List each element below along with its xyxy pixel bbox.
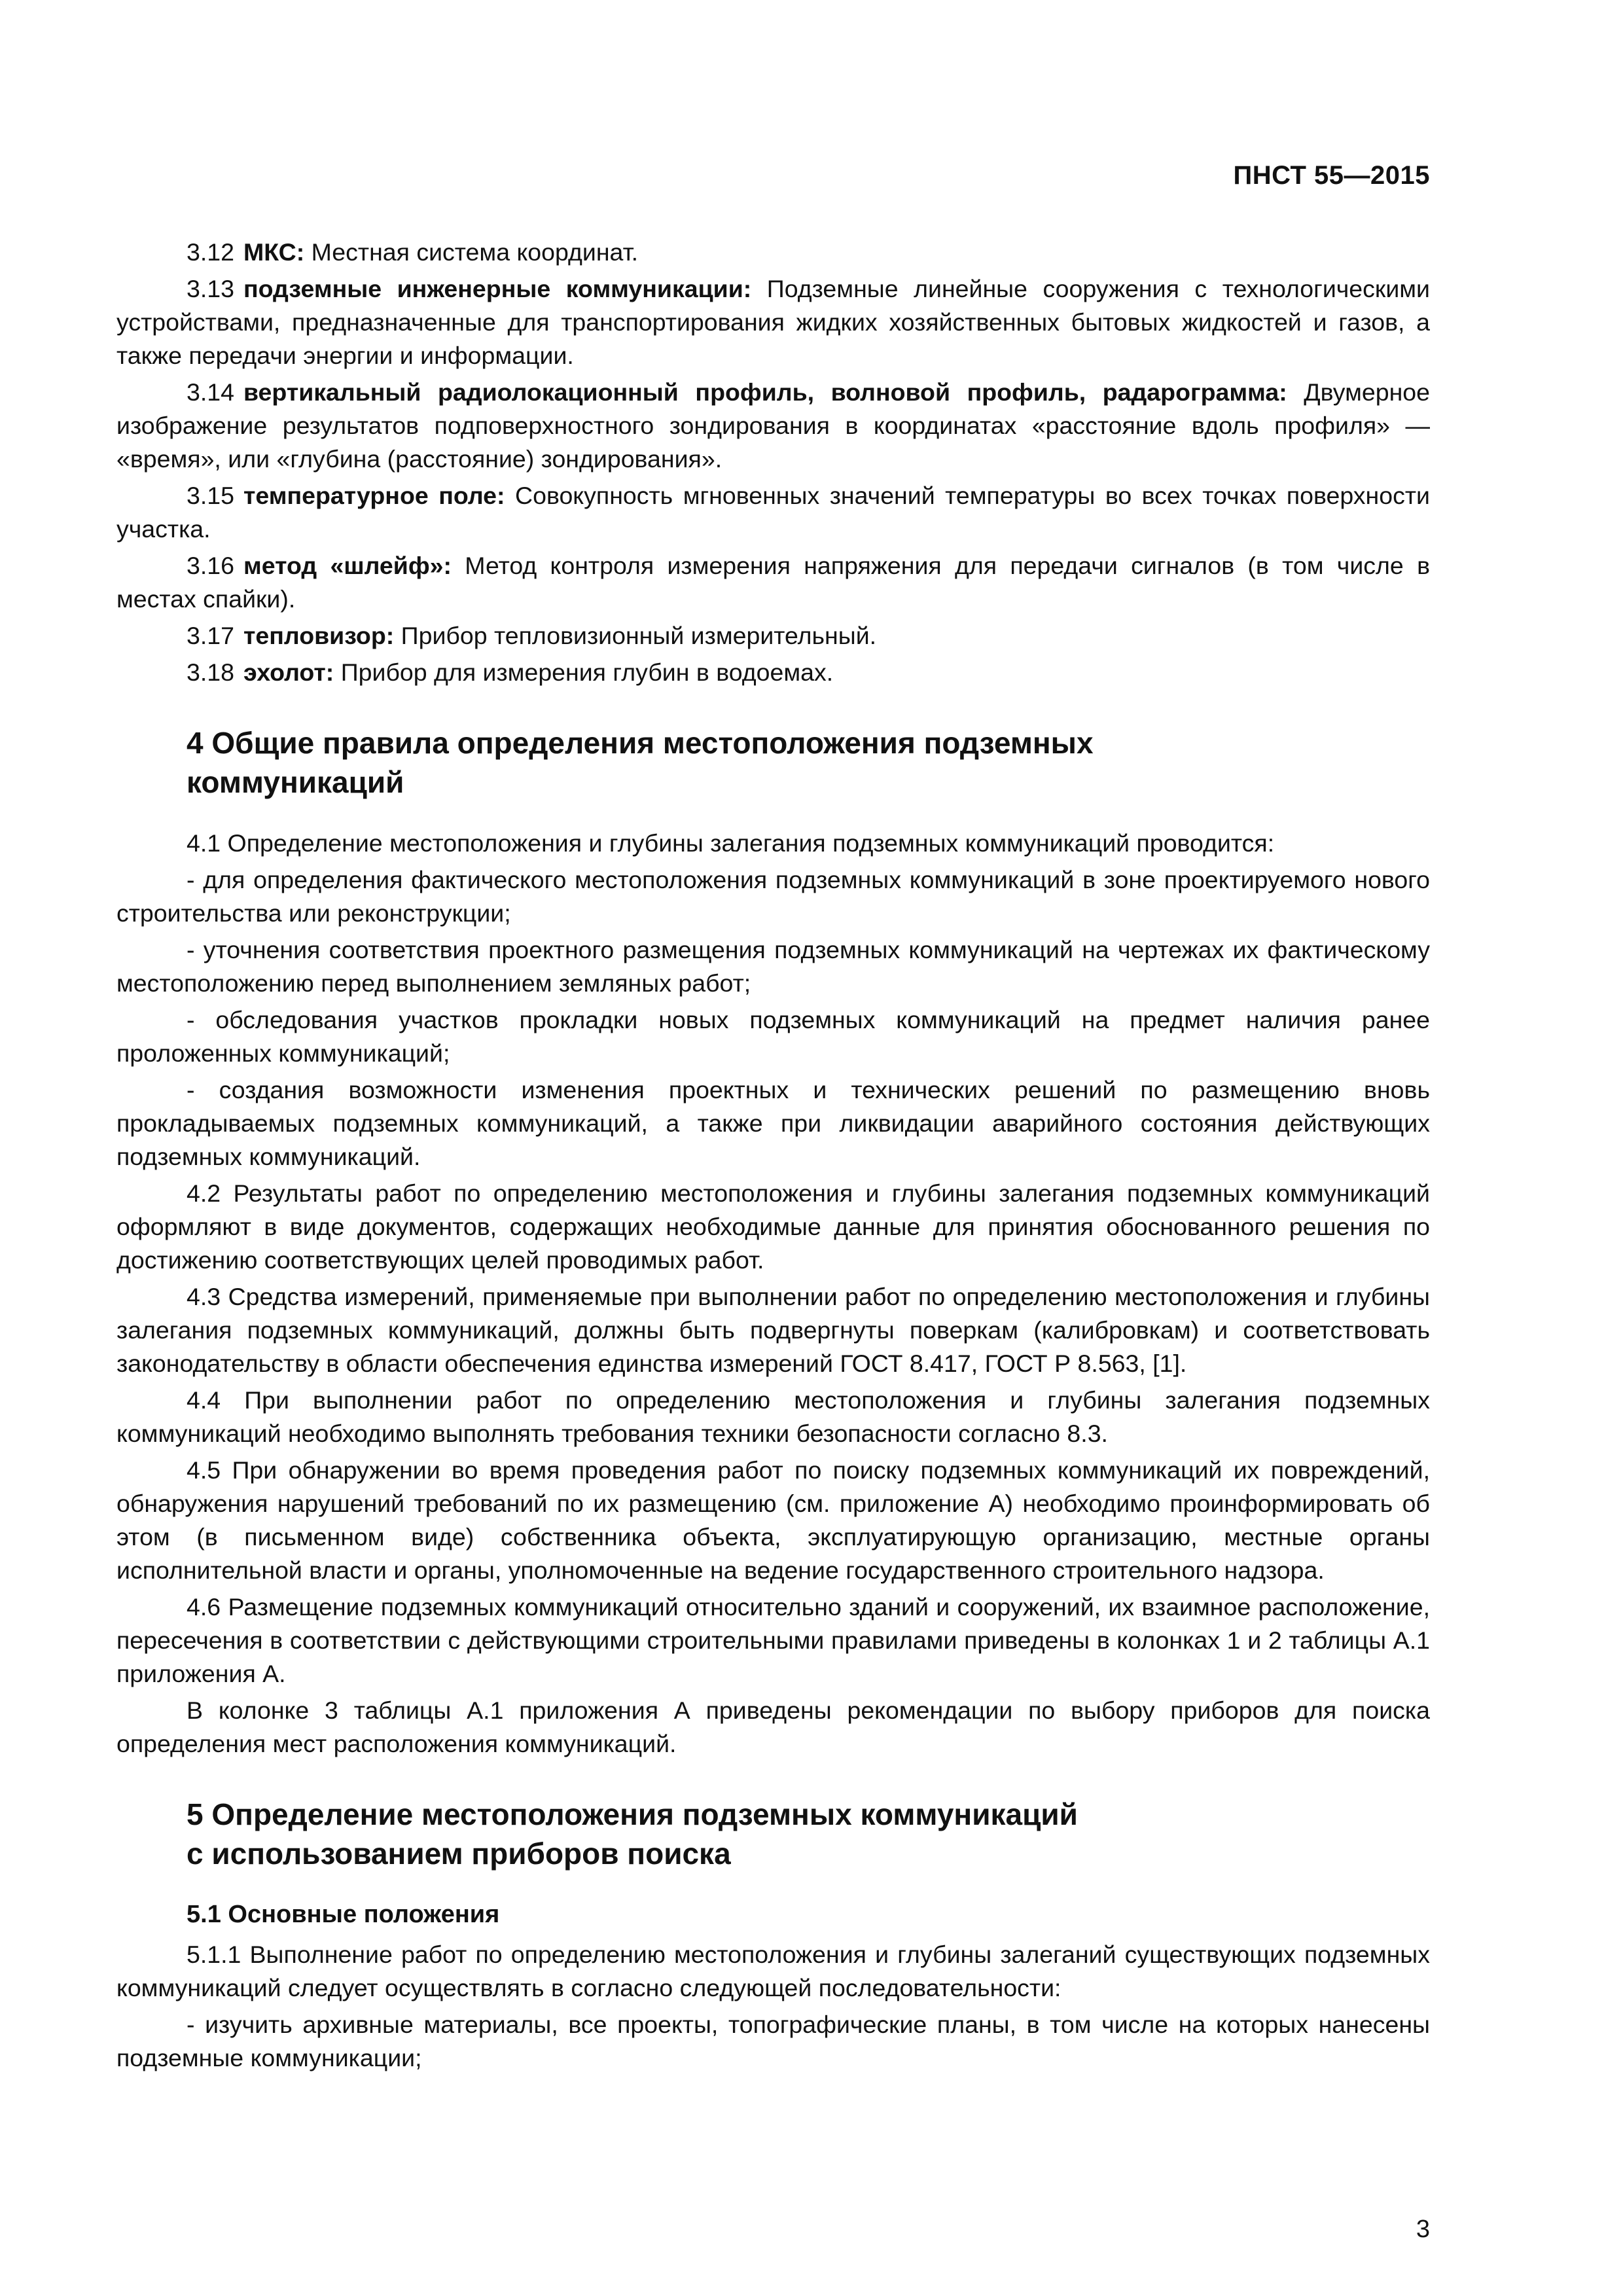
definition-text: Совокупность мгновенных значений температуры во всех точках поверхности участка. bbox=[116, 482, 1430, 543]
list-item: - уточнения соответствия проектного размещения подземных коммуникаций на чертежах их фактическому местоположению перед выполнением земляных работ; bbox=[116, 936, 1430, 997]
paragraph-4-1: 4.1 Определение местоположения и глубины залегания подземных коммуникаций проводится: bbox=[187, 829, 1275, 857]
paragraph-4-6: 4.6 Размещение подземных коммуникаций относительно зданий и сооружений, их взаимное расположение, пересечения в соответствии с действующими строительными правилами приведены в колонках 1 и 2 таблицы А.1 приложения А. bbox=[116, 1593, 1430, 1687]
definition-3-12: 3.12 МКС: Местная система координат. bbox=[187, 238, 639, 266]
list-item: - для определения фактического местоположения подземных коммуникаций в зоне проектируемого нового строительства или реконструкции; bbox=[116, 866, 1430, 927]
definition-term: МКС: bbox=[243, 238, 305, 266]
definition-term: тепловизор: bbox=[243, 622, 395, 649]
section-title-line-2: коммуникаций bbox=[187, 765, 404, 799]
section-number: 4 bbox=[187, 726, 204, 760]
paragraph-5-1-1: 5.1.1 Выполнение работ по определению местоположения и глубины залеганий существующих подземных коммуникаций следует осуществлять в согласно следующей последовательности: bbox=[116, 1941, 1430, 2001]
definition-3-13: 3.13 подземные инженерные коммуникации: Подземные линейные сооружения с технологическими устройствами, предназначенные для транспортирования жидких хозяйственных бытовых жидкостей и газов, а также передачи энергии и информации. bbox=[116, 275, 1430, 369]
paragraph-4-6-note: В колонке 3 таблицы А.1 приложения А приведены рекомендации по выбору приборов для поиска определения мест расположения коммуникаций. bbox=[116, 1696, 1430, 1757]
paragraph-4-5: 4.5 При обнаружении во время проведения работ по поиску подземных коммуникаций их повреждений, обнаружения нарушений требований по их размещению (см. приложение А) необходимо проинформировать об этом (в письменном виде) собственника объекта, эксплуатирующую организацию, местные органы исполнительной власти и органы, уполномоченные на ведение государственного строительного надзора. bbox=[116, 1456, 1430, 1584]
definition-term: подземные инженерные коммуникации: bbox=[243, 275, 752, 302]
definition-text: Двумерное изображение результатов подповерхностного зондирования в координатах «расстояние вдоль профиля» — «время», или «глубина (расстояние) зондирования». bbox=[116, 378, 1431, 473]
definition-text: Прибор для измерения глубин в водоемах. bbox=[340, 658, 834, 686]
document-code: ПНСТ 55—2015 bbox=[1233, 161, 1430, 190]
list-item: - обследования участков прокладки новых подземных коммуникаций на предмет наличия ранее проложенных коммуникаций; bbox=[116, 1006, 1430, 1067]
paragraph-4-2: 4.2 Результаты работ по определению местоположения и глубины залегания подземных коммуникаций оформляют в виде документов, содержащих необходимые данные для принятия обоснованного решения по достижению соответствующих целей проводимых работ. bbox=[116, 1179, 1430, 1274]
definition-text: Прибор тепловизионный измерительный. bbox=[401, 622, 877, 649]
definition-text: Местная система координат. bbox=[311, 238, 639, 266]
definition-term: метод «шлейф»: bbox=[243, 552, 452, 579]
definition-term: вертикальный радиолокационный профиль, волновой профиль, радарограмма: bbox=[243, 378, 1287, 406]
subsection-5-1-heading: 5.1 Основные положения bbox=[187, 1901, 500, 1928]
section-title-line-1: Общие правила определения местоположения подземных bbox=[211, 726, 1094, 760]
definition-term: эхолот: bbox=[243, 658, 334, 686]
definition-text: Метод контроля измерения напряжения для передачи сигналов (в том числе в местах спайки). bbox=[116, 552, 1430, 613]
definition-3-14: 3.14 вертикальный радиолокационный профиль, волновой профиль, радарограмма: Двумерное изображение результатов подповерхностного зондирования в координатах «расстояние вдоль профиля» — «время», или «глубина (расстояние) зондирования». bbox=[116, 378, 1431, 473]
definition-3-17: 3.17 тепловизор: Прибор тепловизионный измерительный. bbox=[187, 622, 877, 649]
definition-3-15: 3.15 температурное поле: Совокупность мгновенных значений температуры во всех точках поверхности участка. bbox=[116, 482, 1430, 543]
definition-text: Подземные линейные сооружения с технологическими устройствами, предназначенные для транспортирования жидких хозяйственных бытовых жидкостей и газов, а также передачи энергии и информации. bbox=[116, 275, 1430, 369]
section-title-line-1: Определение местоположения подземных коммуникаций bbox=[211, 1797, 1078, 1831]
definition-3-18: 3.18 эхолот: Прибор для измерения глубин в водоемах. bbox=[187, 658, 834, 686]
page-content bbox=[116, 236, 1430, 2078]
section-number: 5 bbox=[187, 1797, 204, 1831]
paragraph-4-3: 4.3 Средства измерений, применяемые при выполнении работ по определению местоположения и глубины залегания подземных коммуникаций, должны быть подвергнуты поверкам (калибровкам) и соответствовать законодательству в области обеспечения единства измерений ГОСТ 8.417, ГОСТ Р 8.563, [1]. bbox=[116, 1283, 1430, 1377]
definition-3-16: 3.16 метод «шлейф»: Метод контроля измерения напряжения для передачи сигналов (в том числе в местах спайки). bbox=[116, 552, 1430, 613]
section-4-heading bbox=[187, 723, 1430, 802]
list-item: - создания возможности изменения проектных и технических решений по размещению вновь прокладываемых подземных коммуникаций, а также при ликвидации аварийного состояния действующих подземных коммуникаций. bbox=[116, 1076, 1430, 1170]
paragraph-4-4: 4.4 При выполнении работ по определению местоположения и глубины залегания подземных коммуникаций необходимо выполнять требования техники безопасности согласно 8.3. bbox=[116, 1386, 1430, 1447]
section-title-line-2: с использованием приборов поиска bbox=[187, 1837, 731, 1871]
page-number: 3 bbox=[1416, 2215, 1430, 2243]
list-item: - изучить архивные материалы, все проекты, топографические планы, в том числе на которых нанесены подземные коммуникации; bbox=[116, 2011, 1430, 2072]
section-5-heading bbox=[187, 1795, 1430, 1873]
definition-term: температурное поле: bbox=[243, 482, 505, 509]
